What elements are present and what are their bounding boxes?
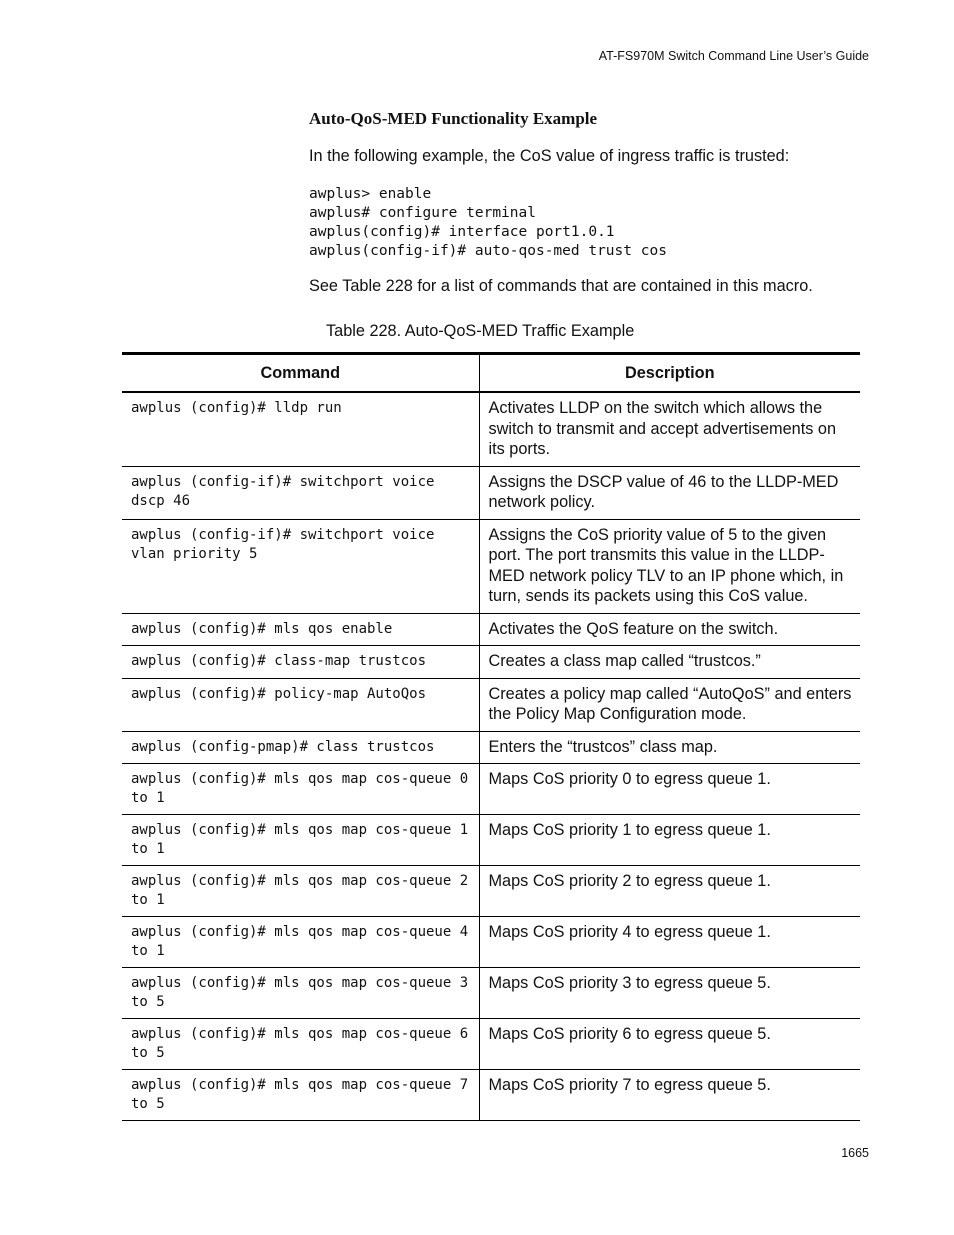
command-cell: awplus (config)# mls qos map cos-queue 7 to 5: [122, 1070, 479, 1121]
table-caption: Table 228. Auto-QoS-MED Traffic Example: [326, 322, 635, 340]
description-cell: Maps CoS priority 2 to egress queue 1.: [479, 866, 860, 917]
command-cell: awplus (config)# mls qos enable: [122, 613, 479, 646]
table-header-row: [122, 354, 860, 393]
command-cell: awplus (config)# policy-map AutoQos: [122, 678, 479, 731]
description-cell: Maps CoS priority 7 to egress queue 5.: [479, 1070, 860, 1121]
command-cell: awplus (config)# mls qos map cos-queue 3 to 5: [122, 968, 479, 1019]
table-row: [122, 613, 860, 646]
description-cell: Enters the “trustcos” class map.: [479, 731, 860, 764]
command-cell: awplus (config)# mls qos map cos-queue 1 to 1: [122, 815, 479, 866]
table-row: [122, 1019, 860, 1070]
description-cell: Creates a policy map called “AutoQoS” and enters the Policy Map Configuration mode.: [479, 678, 860, 731]
column-header-command: Command: [122, 354, 479, 393]
table-row: [122, 646, 860, 679]
intro-paragraph: In the following example, the CoS value of ingress traffic is trusted:: [309, 147, 790, 165]
code-line: awplus# configure terminal: [309, 205, 536, 221]
description-cell: Maps CoS priority 3 to egress queue 5.: [479, 968, 860, 1019]
command-cell: awplus (config-if)# switchport voice vlan priority 5: [122, 519, 479, 613]
table-row: [122, 678, 860, 731]
table-row: [122, 1070, 860, 1121]
page-number: 1665: [841, 1146, 869, 1160]
table-body: [122, 392, 860, 1121]
table-row: [122, 392, 860, 466]
table-row: [122, 764, 860, 815]
code-line: awplus(config-if)# auto-qos-med trust cos: [309, 243, 667, 259]
command-cell: awplus (config)# mls qos map cos-queue 0 to 1: [122, 764, 479, 815]
description-cell: Activates the QoS feature on the switch.: [479, 613, 860, 646]
table-reference-paragraph: See Table 228 for a list of commands that are contained in this macro.: [309, 277, 813, 295]
table-row: [122, 917, 860, 968]
command-cell: awplus (config-pmap)# class trustcos: [122, 731, 479, 764]
description-cell: Maps CoS priority 6 to egress queue 5.: [479, 1019, 860, 1070]
command-cell: awplus (config)# mls qos map cos-queue 4 to 1: [122, 917, 479, 968]
commands-table: [122, 352, 860, 1121]
description-cell: Creates a class map called “trustcos.”: [479, 646, 860, 679]
table-row: [122, 815, 860, 866]
description-cell: Maps CoS priority 0 to egress queue 1.: [479, 764, 860, 815]
command-cell: awplus (config)# lldp run: [122, 392, 479, 466]
command-cell: awplus (config)# class-map trustcos: [122, 646, 479, 679]
column-header-description: Description: [479, 354, 860, 393]
description-cell: Assigns the DSCP value of 46 to the LLDP-MED network policy.: [479, 466, 860, 519]
table-row: [122, 731, 860, 764]
table-row: [122, 968, 860, 1019]
command-cell: awplus (config)# mls qos map cos-queue 2 to 1: [122, 866, 479, 917]
table-row: [122, 519, 860, 613]
section-title: Auto-QoS-MED Functionality Example: [309, 109, 598, 128]
description-cell: Maps CoS priority 1 to egress queue 1.: [479, 815, 860, 866]
command-cell: awplus (config-if)# switchport voice dscp 46: [122, 466, 479, 519]
command-cell: awplus (config)# mls qos map cos-queue 6 to 5: [122, 1019, 479, 1070]
description-cell: Activates LLDP on the switch which allows the switch to transmit and accept advertisements on its ports.: [479, 392, 860, 466]
code-line: awplus(config)# interface port1.0.1: [309, 224, 615, 240]
description-cell: Assigns the CoS priority value of 5 to the given port. The port transmits this value in the LLDP-MED network policy TLV to an IP phone which, in turn, sends its packets using this CoS value.: [479, 519, 860, 613]
table-row: [122, 466, 860, 519]
table-row: [122, 866, 860, 917]
running-header: AT-FS970M Switch Command Line User’s Guide: [598, 49, 869, 63]
code-example: [309, 185, 667, 261]
description-cell: Maps CoS priority 4 to egress queue 1.: [479, 917, 860, 968]
code-line: awplus> enable: [309, 186, 432, 202]
